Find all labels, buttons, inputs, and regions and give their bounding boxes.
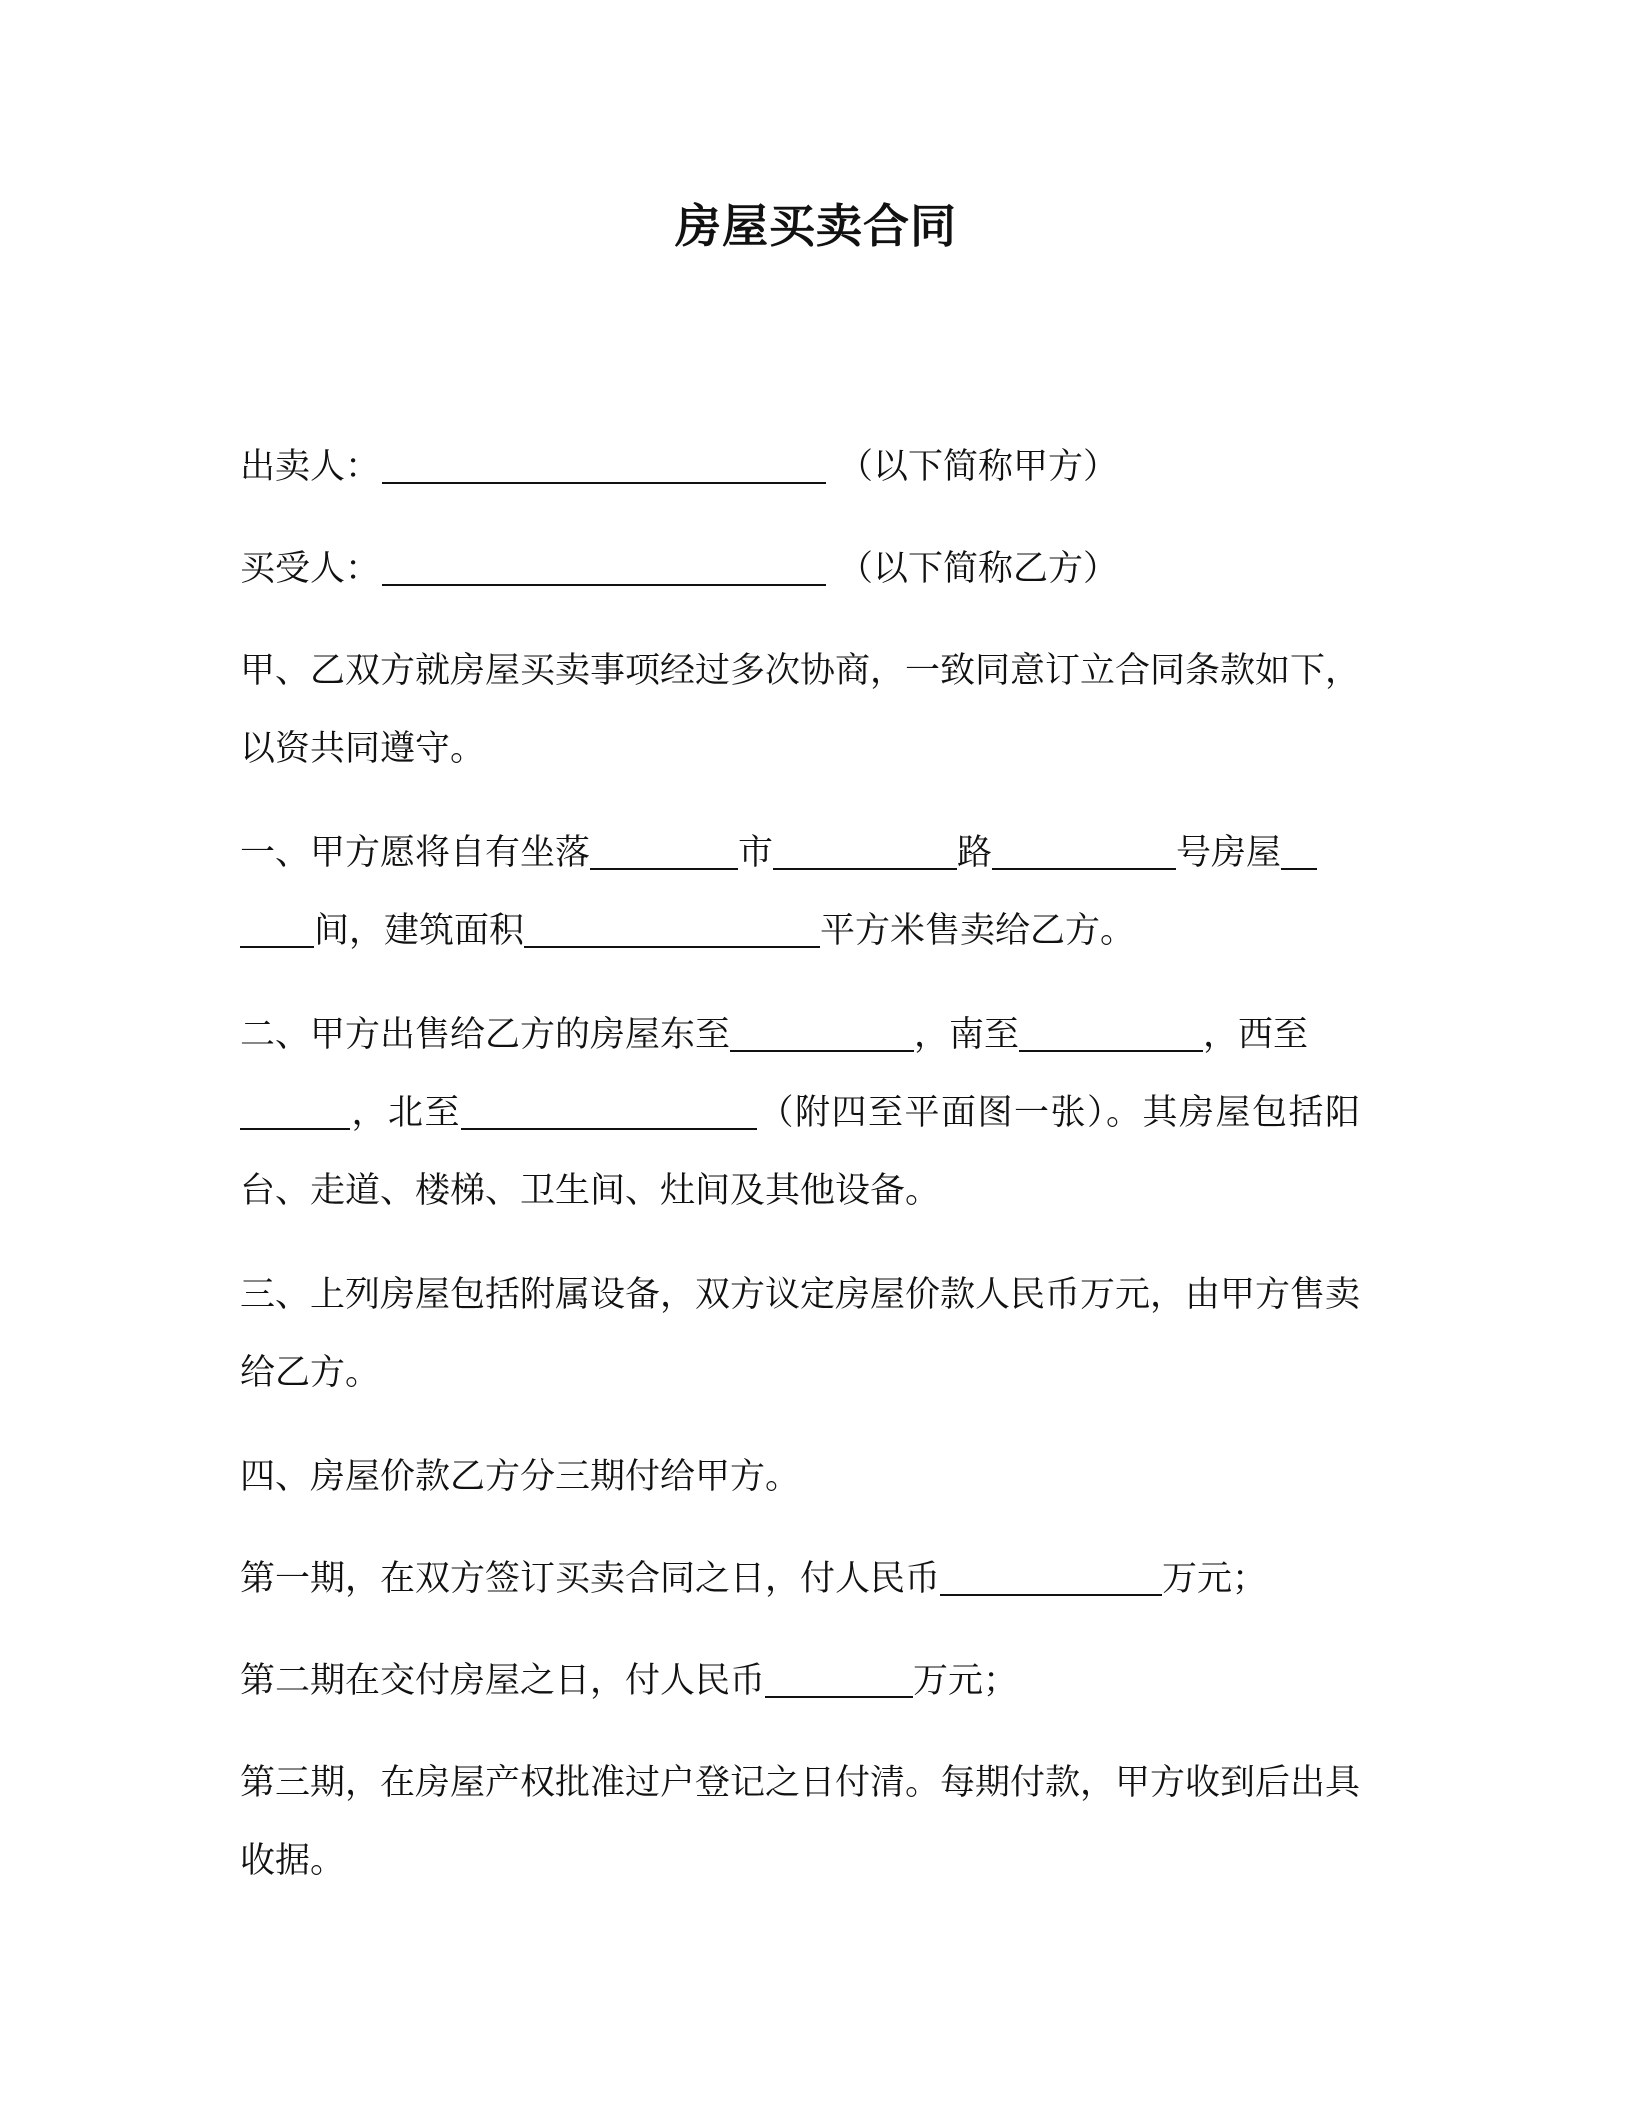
buyer-suffix: （以下简称乙方） bbox=[838, 549, 1119, 589]
clause-3: 三、上列房屋包括附属设备，双方议定房屋价款人民币万元，由甲方售卖给乙方。 bbox=[240, 1275, 1361, 1393]
number-blank[interactable] bbox=[992, 838, 1176, 870]
document-title: 房屋买卖合同 bbox=[675, 199, 957, 253]
clause-2-text-b: ，南至 bbox=[914, 1015, 1020, 1055]
phase-2-amount-blank[interactable] bbox=[765, 1666, 913, 1698]
seller-suffix: （以下简称甲方） bbox=[838, 447, 1119, 487]
clause-1-text-b: 市 bbox=[738, 833, 774, 873]
phase-2-text-a: 第二期在交付房屋之日，付人民币 bbox=[240, 1661, 766, 1701]
east-boundary-blank[interactable] bbox=[730, 1020, 914, 1052]
clause-2-text-d: ，北至 bbox=[350, 1093, 461, 1133]
seller-label: 出卖人： bbox=[240, 447, 381, 487]
contract-body bbox=[240, 428, 1360, 1900]
clause-2 bbox=[240, 996, 1360, 1230]
clause-1-text-e: 间，建筑面积 bbox=[314, 911, 525, 951]
north-boundary-blank[interactable] bbox=[461, 1098, 757, 1130]
clause-1-text-a: 一、甲方愿将自有坐落 bbox=[240, 833, 591, 873]
payment-phase-2 bbox=[240, 1642, 1360, 1720]
rooms-blank-part2[interactable] bbox=[240, 916, 314, 948]
buyer-name-blank[interactable] bbox=[382, 554, 826, 586]
clause-2-text-c: ，西至 bbox=[1203, 1015, 1309, 1055]
payment-phase-3: 第三期，在房屋产权批准过户登记之日付清。每期付款，甲方收到后出具收据。 bbox=[240, 1763, 1361, 1881]
phase-1-text-b: 万元； bbox=[1162, 1559, 1268, 1599]
phase-1-amount-blank[interactable] bbox=[940, 1564, 1162, 1596]
phase-2-text-b: 万元； bbox=[913, 1661, 1019, 1701]
clause-1-text-c: 路 bbox=[957, 833, 993, 873]
buyer-label: 买受人： bbox=[240, 549, 381, 589]
phase-1-text-a: 第一期，在双方签订买卖合同之日，付人民币 bbox=[240, 1559, 941, 1599]
clause-4: 四、房屋价款乙方分三期付给甲方。 bbox=[240, 1457, 801, 1497]
city-blank[interactable] bbox=[590, 838, 738, 870]
area-blank[interactable] bbox=[524, 916, 820, 948]
intro-paragraph: 甲、乙双方就房屋买卖事项经过多次协商，一致同意订立合同条款如下，以资共同遵守。 bbox=[240, 651, 1361, 769]
seller-name-blank[interactable] bbox=[382, 452, 826, 484]
rooms-blank-part1[interactable] bbox=[1281, 838, 1317, 870]
road-blank[interactable] bbox=[773, 838, 957, 870]
clause-1-text-d: 号房屋 bbox=[1176, 833, 1282, 873]
clause-1 bbox=[240, 814, 1360, 970]
west-boundary-blank[interactable] bbox=[240, 1098, 350, 1130]
payment-phase-1 bbox=[240, 1540, 1360, 1618]
clause-2-text-e: （附四至平面图一张）。其房屋包括阳台、走道、楼梯、卫生间、灶间及其他设备。 bbox=[240, 1093, 1360, 1211]
buyer-line bbox=[240, 530, 1360, 608]
clause-2-text-a: 二、甲方出售给乙方的房屋东至 bbox=[240, 1015, 731, 1055]
clause-1-text-f: 平方米售卖给乙方。 bbox=[820, 911, 1136, 951]
south-boundary-blank[interactable] bbox=[1019, 1020, 1203, 1052]
seller-line bbox=[240, 428, 1360, 506]
